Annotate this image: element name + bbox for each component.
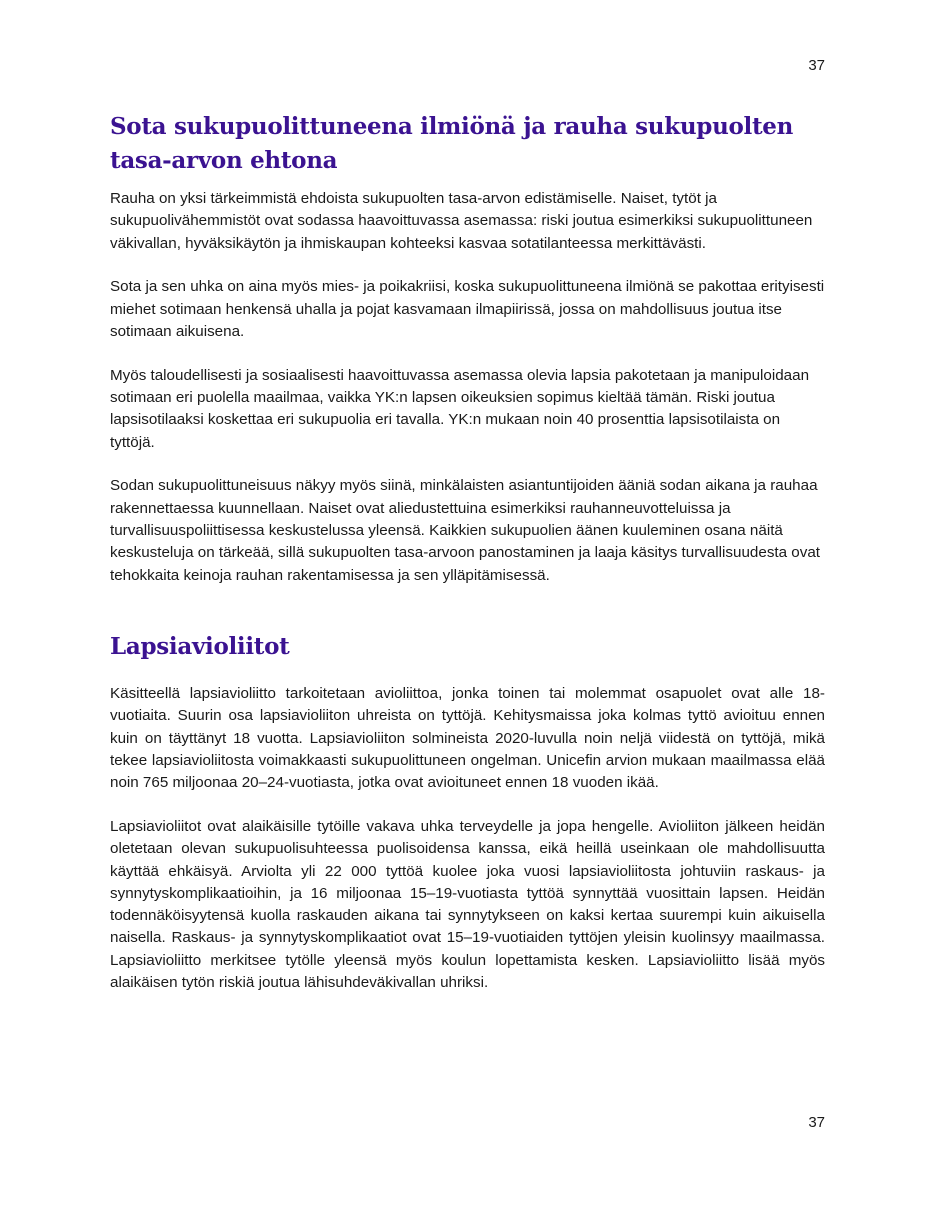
section-war-and-peace (110, 110, 825, 587)
paragraph: Sota ja sen uhka on aina myös mies- ja poikakriisi, koska sukupuolittuneena ilmiönä se pakottaa erityisesti miehet sotimaan henkensä uhalla ja pojat kasvamaan ilmapiirissä, jossa on mahdollisuus joutua itse sotimaan aikuisena. (110, 278, 825, 340)
page-number-bottom: 37 (808, 1114, 825, 1131)
paragraph: Käsitteellä lapsiavioliitto tarkoitetaan avioliittoa, jonka toinen tai molemmat osapuolet ovat alle 18-vuotiaita. Suurin osa lapsiavioliiton uhreista on tyttöjä. Kehitysmaissa joka kolmas tyttö avioituu ennen kuin on täyttänyt 18 vuotta. Lapsiavioliiton solmineista 2020-luvulla noin neljä viidestä on tyttöjä, mikä tekee lapsiavioliitosta voimakkaasti sukupuolittuneen ongelman. Unicefin arvion mukaan maailmassa elää noin 765 miljoonaa 20–24-vuotiasta, jotka ovat avioituneet ennen 18 vuoden ikää. (110, 684, 825, 792)
page-number-top: 37 (808, 57, 825, 74)
paragraph: Myös taloudellisesti ja sosiaalisesti haavoittuvassa asemassa olevia lapsia pakotetaan ja manipuloidaan sotimaan eri puolella maailmaa, vaikka YK:n lapsen oikeuksien sopimus kieltää tämän. Riski joutua lapsisotilaaksi koskettaa eri sukupuolia eri tavalla. YK:n mukaan noin 40 prosenttia lapsisotilaista on tyttöjä. (110, 366, 810, 451)
section-child-marriage (110, 630, 825, 994)
section-heading-war: Sota sukupuolittuneena ilmiönä ja rauha sukupuolten tasa-arvon ehtona (110, 113, 794, 174)
paragraph: Sodan sukupuolittuneisuus näkyy myös siinä, minkälaisten asiantuntijoiden ääniä sodan aikana ja rauhaa rakennettaessa kuunnellaan. Naiset ovat aliedustettuina esimerkiksi rauhanneuvotteluissa ja turvallisuuspoliittisessa keskustelussa yleensä. Kaikkien sukupuolien äänen kuuleminen osana näitä keskusteluja on tärkeää, sillä sukupuolten tasa-arvoon panostaminen ja laaja käsitys turvallisuudesta ovat tehokkaita keinoja rauhan rakentamisessa ja sen ylläpitämisessä. (110, 477, 821, 584)
page-content (110, 110, 825, 994)
paragraph: Lapsiavioliitot ovat alaikäisille tytöille vakava uhka terveydelle ja jopa hengelle. Avioliiton jälkeen heidän oletetaan olevan sukupuolisuhteessa puolisoidensa kanssa, eikä heillä useinkaan ole mahdollisuutta käyttää ehkäisyä. Arviolta yli 22 000 tyttöä kuolee joka vuosi lapsiavioliitosta johtuviin raskaus- ja synnytyskomplikaatioihin, ja 16 miljoonaa 15–19-vuotiasta tyttöä synnyttää vuosittain lapsen. Heidän todennäköisyytensä kuolla raskauden aikana tai synnytykseen on kaksi kertaa suurempi kuin aikuisella naisella. Raskaus- ja synnytyskomplikaatiot ovat 15–19-vuotiaiden tyttöjen yleisin kuolinsyy maailmassa. Lapsiavioliitto merkitsee tytölle yleensä myös koulun lopettamista kesken. Lapsiavioliitto lisää myös alaikäisen tytön riskiä joutua lähisuhdeväkivallan uhriksi. (110, 817, 825, 992)
section-heading-child-marriage: Lapsiavioliitot (110, 632, 290, 660)
paragraph: Rauha on yksi tärkeimmistä ehdoista sukupuolten tasa-arvon edistämiselle. Naiset, tytöt ja sukupuolivähemmistöt ovat sodassa haavoittuvassa asemassa: riski joutua esimerkiksi sukupuolittuneen väkivallan, hyväksikäytön ja ihmiskaupan kohteeksi kasvaa sotatilanteessa merkittävästi. (110, 190, 813, 252)
